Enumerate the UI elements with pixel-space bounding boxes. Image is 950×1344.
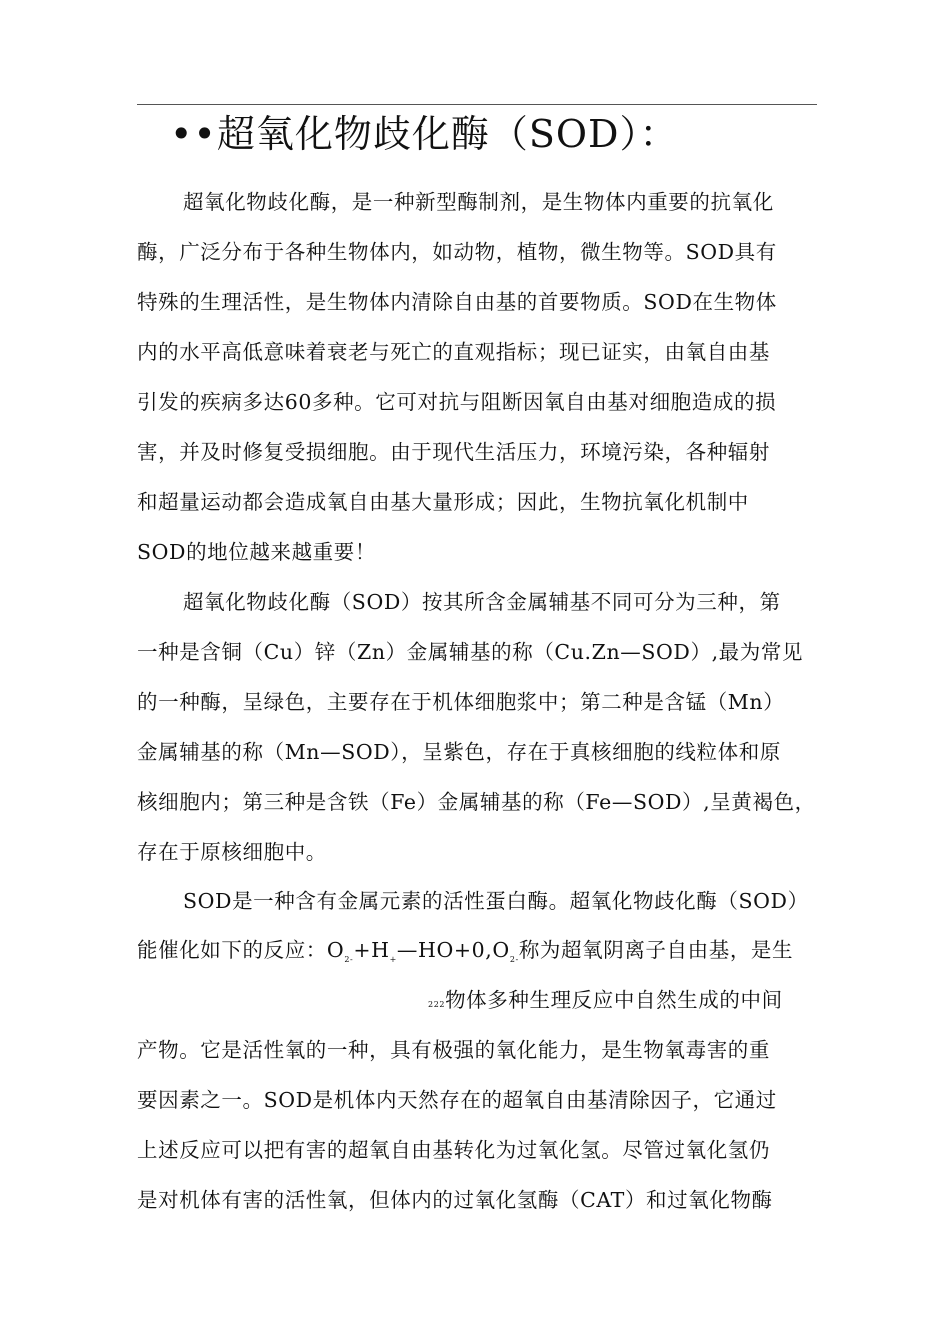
paragraph-line: 酶，广泛分布于各种生物体内，如动物，植物，微生物等。SOD具有 [137, 240, 777, 264]
paragraph-line: 内的水平高低意味着衰老与死亡的直观指标；现已证实，由氧自由基 [137, 340, 770, 364]
reaction-sub-b: + [389, 955, 397, 965]
paragraph-line: 超氧化物歧化酶，是一种新型酶制剂，是生物体内重要的抗氧化 [183, 190, 774, 214]
reaction-line-2-text: 物体多种生理反应中自然生成的中间 [445, 988, 783, 1012]
paragraph-line: 一种是含铜（Cu）锌（Zn）金属辅基的称（Cu.Zn—SOD）,最为常见 [137, 640, 804, 664]
paragraph-line: 特殊的生理活性，是生物体内清除自由基的首要物质。SOD在生物体 [137, 290, 777, 314]
reaction-text-d: 称为超氧阴离子自由基，是生 [518, 938, 794, 962]
reaction-sub-a: 2- [344, 955, 354, 965]
paragraph-line: SOD是一种含有金属元素的活性蛋白酶。超氧化物歧化酶（SOD） [183, 889, 809, 913]
paragraph-line: SOD的地位越来越重要！ [137, 540, 376, 564]
paragraph-line: 害，并及时修复受损细胞。由于现代生活压力，环境污染，各种辐射 [137, 440, 770, 464]
paragraph-line: 存在于原核细胞中。 [137, 840, 327, 864]
reaction-sub-c: 2- [509, 955, 519, 965]
paragraph-line: 是对机体有害的活性氧，但体内的过氧化氢酶（CAT）和过氧化物酶 [137, 1188, 773, 1212]
paragraph-line: 超氧化物歧化酶（SOD）按其所含金属辅基不同可分为三种，第 [183, 590, 781, 614]
reaction-text-c: —HO+0,O [396, 938, 510, 962]
reaction-subscripts: 222 [428, 1000, 446, 1009]
paragraph-line: 的一种酶，呈绿色，主要存在于机体细胞浆中；第二种是含锰（Mn） [137, 690, 785, 714]
paragraph-line: 金属辅基的称（Mn—SOD），呈紫色，存在于真核细胞的线粒体和原 [137, 740, 781, 764]
reaction-text-b: +H [353, 938, 390, 962]
paragraph-line: 核细胞内；第三种是含铁（Fe）金属辅基的称（Fe—SOD）,呈黄褐色， [137, 790, 816, 814]
header-rule [137, 104, 817, 105]
reaction-line-2 [428, 985, 783, 1020]
paragraph-line: 引发的疾病多达60多种。它可对抗与阻断因氧自由基对细胞造成的损 [137, 390, 777, 414]
reaction-line [137, 935, 793, 965]
paragraph-line: 要因素之一。SOD是机体内天然存在的超氧自由基清除因子，它通过 [137, 1088, 777, 1112]
paragraph-line: 和超量运动都会造成氧自由基大量形成；因此，生物抗氧化机制中 [137, 490, 749, 514]
reaction-text-a: 能催化如下的反应：O [137, 938, 345, 962]
paragraph-line: 上述反应可以把有害的超氧自由基转化为过氧化氢。尽管过氧化氢仍 [137, 1138, 770, 1162]
paragraph-line: 产物。它是活性氧的一种，具有极强的氧化能力，是生物氧毒害的重 [137, 1038, 770, 1062]
document-title: ••超氧化物歧化酶（SOD）： [170, 112, 679, 156]
